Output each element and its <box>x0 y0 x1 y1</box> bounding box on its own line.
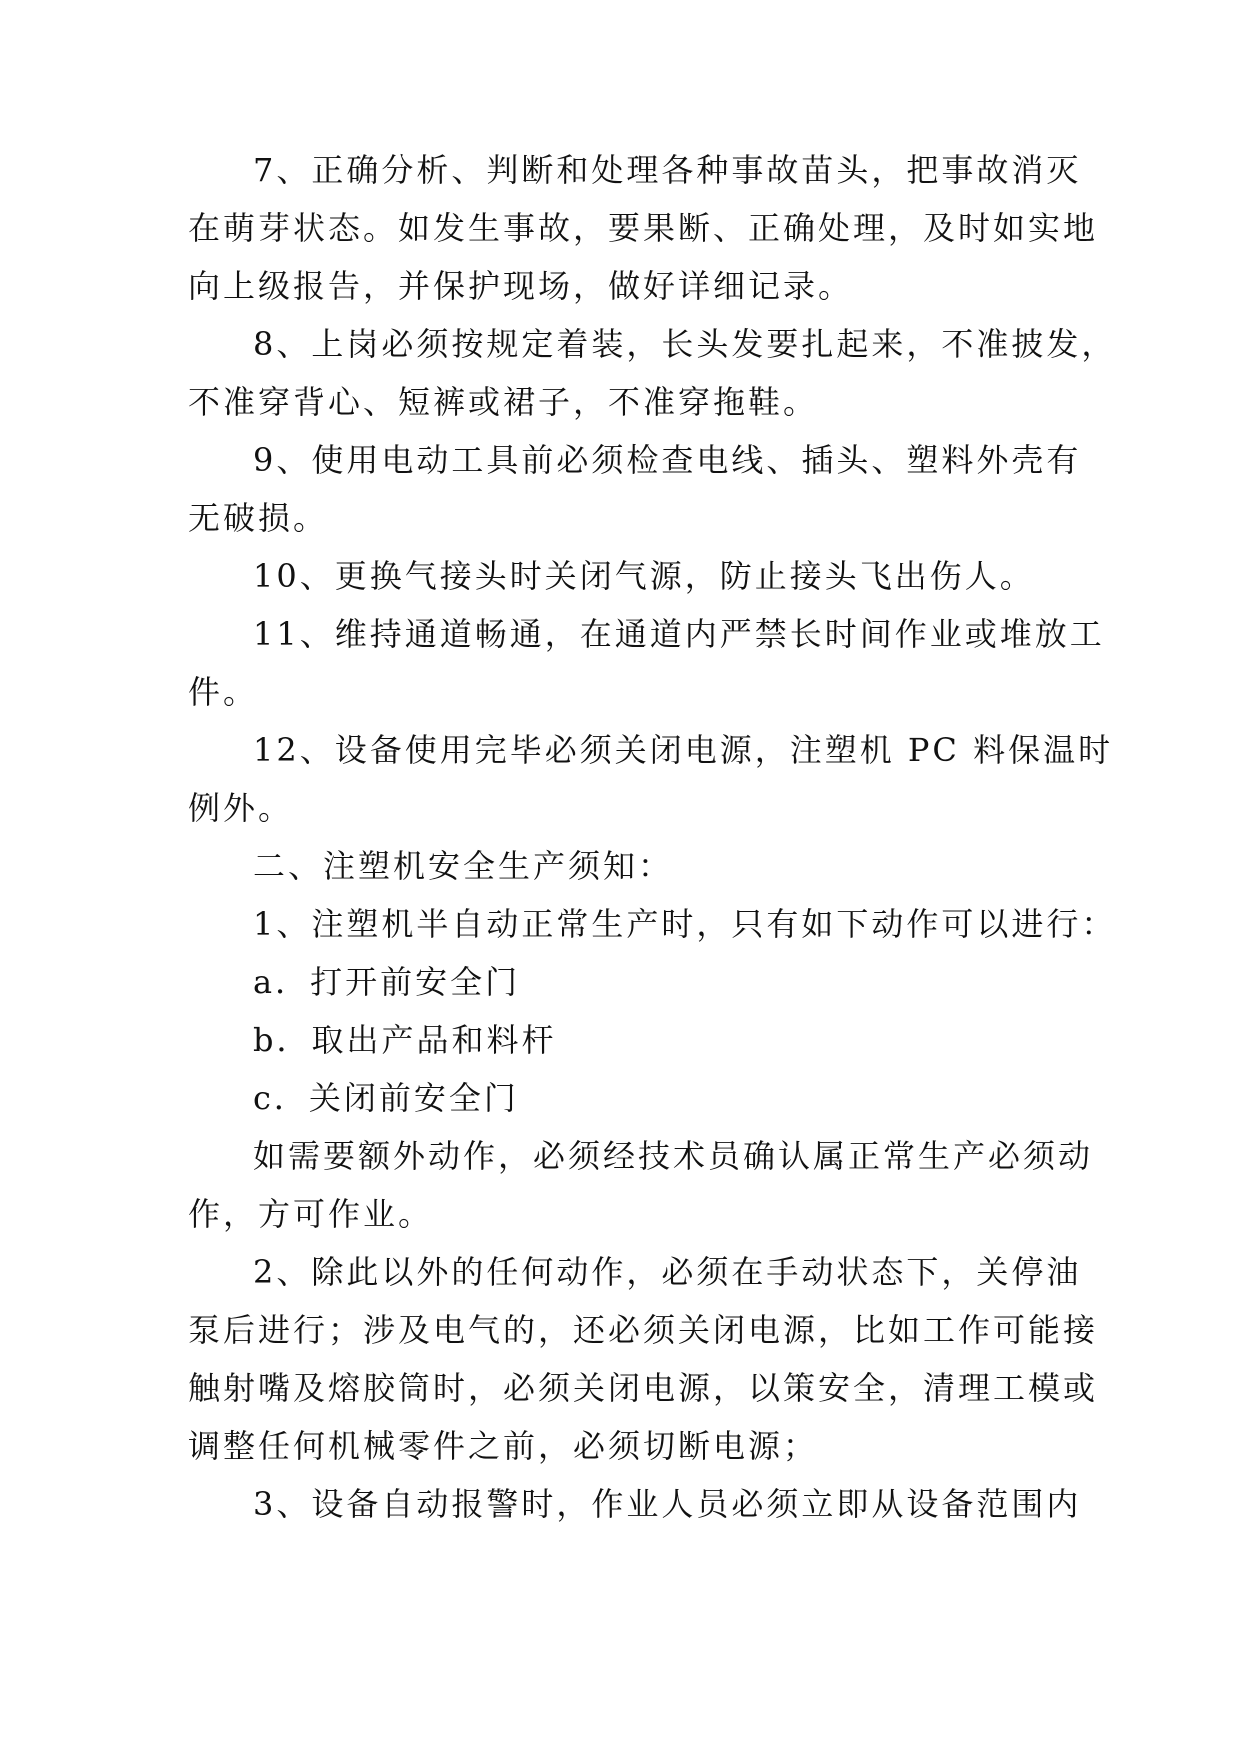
section-heading: 二、注塑机安全生产须知： <box>253 847 674 885</box>
list-item-c: c．关闭前安全门 <box>253 1079 519 1117</box>
text-line-s2a: 2、除此以外的任何动作，必须在手动状态下，关停油 <box>253 1253 1082 1291</box>
list-item-b: b．取出产品和料杆 <box>253 1021 557 1059</box>
text-line-10: 10、更换气接头时关闭气源，防止接头飞出伤人。 <box>253 557 1035 595</box>
text-line-s2d: 调整任何机械零件之前，必须切断电源； <box>188 1427 819 1465</box>
text-line-11b: 件。 <box>188 673 259 711</box>
text-line-7a: 7、正确分析、判断和处理各种事故苗头，把事故消灭 <box>253 151 1082 189</box>
text-line-note-b: 作，方可作业。 <box>188 1195 434 1233</box>
text-line-9b: 无破损。 <box>188 499 329 537</box>
text-line-12b: 例外。 <box>188 789 294 827</box>
text-line-9a: 9、使用电动工具前必须检查电线、插头、塑料外壳有 <box>253 441 1082 479</box>
text-line-s3: 3、设备自动报警时，作业人员必须立即从设备范围内 <box>253 1485 1082 1523</box>
text-line-11a: 11、维持通道畅通，在通道内严禁长时间作业或堆放工 <box>253 615 1105 653</box>
text-line-s2b: 泵后进行；涉及电气的，还必须关闭电源，比如工作可能接 <box>188 1311 1099 1349</box>
list-item-a: a．打开前安全门 <box>253 963 521 1001</box>
text-line-s1: 1、注塑机半自动正常生产时，只有如下动作可以进行： <box>253 905 1117 943</box>
text-line-7b: 在萌芽状态。如发生事故，要果断、正确处理，及时如实地 <box>188 209 1099 247</box>
text-line-8a: 8、上岗必须按规定着装，长头发要扎起来，不准披发， <box>253 325 1117 363</box>
text-line-note-a: 如需要额外动作，必须经技术员确认属正常生产必须动 <box>253 1137 1094 1175</box>
text-line-7c: 向上级报告，并保护现场，做好详细记录。 <box>188 267 854 305</box>
text-line-12a: 12、设备使用完毕必须关闭电源，注塑机 PC 料保温时 <box>253 731 1114 769</box>
text-line-8b: 不准穿背心、短裤或裙子，不准穿拖鞋。 <box>188 383 819 421</box>
text-line-s2c: 触射嘴及熔胶筒时，必须关闭电源，以策安全，清理工模或 <box>188 1369 1099 1407</box>
